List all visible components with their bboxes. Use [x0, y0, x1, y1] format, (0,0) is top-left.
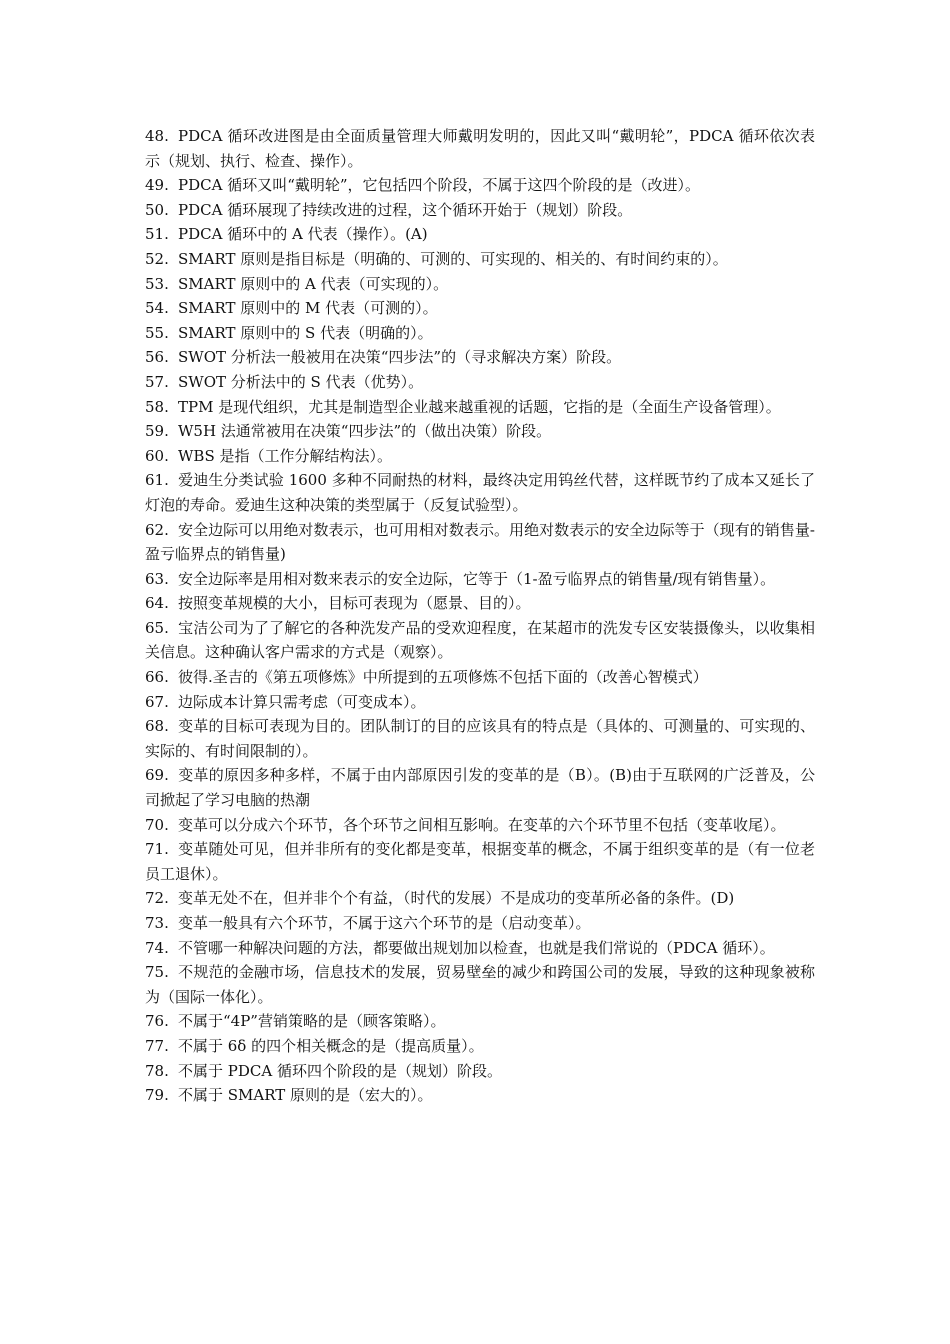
- item-number: 76.: [145, 1012, 169, 1031]
- item-number: 64.: [145, 594, 169, 613]
- item-text: PDCA 循环又叫“戴明轮”，它包括四个阶段，不属于这四个阶段的是（改进）。: [178, 176, 701, 195]
- item-number: 54.: [145, 299, 169, 318]
- item-number: 63.: [145, 569, 169, 588]
- list-item: [145, 419, 815, 444]
- list-item: [145, 936, 815, 961]
- item-text: SMART 原则中的 A 代表（可实现的）。: [178, 274, 449, 293]
- list-item: [145, 665, 815, 690]
- question-list: [145, 124, 815, 1108]
- list-item: [145, 124, 815, 173]
- list-item: [145, 837, 815, 886]
- item-text: 变革随处可见，但并非所有的变化都是变革，根据变革的概念，不属于组织变革的是（有一位老员工退休）。: [145, 840, 815, 883]
- item-text: 彼得.圣吉的《第五项修炼》中所提到的五项修炼不包括下面的（改善心智模式）: [178, 668, 708, 687]
- item-number: 57.: [145, 372, 169, 391]
- list-item: [145, 591, 815, 616]
- item-number: 56.: [145, 348, 169, 367]
- item-text: PDCA 循环中的 A 代表（操作）。(A): [178, 225, 428, 244]
- item-text: WBS 是指（工作分解结构法）。: [178, 446, 392, 465]
- list-item: [145, 321, 815, 346]
- list-item: [145, 813, 815, 838]
- item-text: 按照变革规模的大小，目标可表现为（愿景、目的）。: [178, 594, 531, 613]
- list-item: [145, 690, 815, 715]
- item-number: 52.: [145, 249, 169, 268]
- item-text: 不属于 6δ 的四个相关概念的是（提高质量）。: [178, 1036, 484, 1055]
- item-text: 不规范的金融市场，信息技术的发展，贸易壁垒的减少和跨国公司的发展，导致的这种现象被称为（国际一体化）。: [145, 963, 815, 1006]
- item-text: SMART 原则中的 M 代表（可测的）。: [178, 299, 438, 318]
- list-item: [145, 886, 815, 911]
- item-number: 72.: [145, 889, 169, 908]
- item-text: SMART 原则中的 S 代表（明确的）。: [178, 323, 433, 342]
- item-text: 不属于 SMART 原则的是（宏大的）。: [178, 1086, 433, 1105]
- item-text: 爱迪生分类试验 1600 多种不同耐热的材料，最终决定用钨丝代替，这样既节约了成本又延长了灯泡的寿命。爱迪生这种决策的类型属于（反复试验型）。: [145, 471, 815, 514]
- list-item: [145, 222, 815, 247]
- item-number: 68.: [145, 717, 169, 736]
- item-text: 安全边际可以用绝对数表示，也可用相对数表示。用绝对数表示的安全边际等于（现有的销售量-盈亏临界点的销售量): [145, 520, 815, 564]
- item-text: 安全边际率是用相对数来表示的安全边际，它等于（1-盈亏临界点的销售量/现有销售量）。: [178, 569, 776, 588]
- item-number: 55.: [145, 323, 169, 342]
- item-number: 61.: [145, 471, 169, 490]
- item-number: 59.: [145, 422, 169, 441]
- item-text: 不管哪一种解决问题的方法，都要做出规划加以检查，也就是我们常说的（PDCA 循环）。: [178, 938, 775, 957]
- list-item: [145, 1083, 815, 1108]
- list-item: [145, 272, 815, 297]
- item-number: 66.: [145, 668, 169, 687]
- item-text: 变革的目标可表现为目的。团队制订的目的应该具有的特点是（具体的、可测量的、可实现的、实际的、有时间限制的）。: [145, 717, 815, 760]
- list-item: [145, 1034, 815, 1059]
- item-number: 71.: [145, 840, 169, 859]
- item-number: 58.: [145, 397, 169, 416]
- list-item: [145, 173, 815, 198]
- item-number: 51.: [145, 225, 169, 244]
- list-item: [145, 247, 815, 272]
- item-text: 变革无处不在，但并非个个有益，（时代的发展）不是成功的变革所必备的条件。(D): [178, 889, 735, 908]
- list-item: [145, 444, 815, 469]
- list-item: [145, 518, 815, 567]
- list-item: [145, 198, 815, 223]
- list-item: [145, 714, 815, 763]
- item-text: PDCA 循环展现了持续改进的过程，这个循环开始于（规划）阶段。: [178, 200, 633, 219]
- item-text: PDCA 循环改进图是由全面质量管理大师戴明发明的，因此又叫“戴明轮”，PDCA 循环依次表示（规划、执行、检查、操作）。: [145, 127, 815, 170]
- item-text: 宝洁公司为了了解它的各种洗发产品的受欢迎程度，在某超市的洗发专区安装摄像头，以收集相关信息。这种确认客户需求的方式是（观察）。: [145, 618, 815, 662]
- item-text: TPM 是现代组织，尤其是制造型企业越来越重视的话题，它指的是（全面生产设备管理）。: [178, 397, 781, 416]
- item-text: 不属于 PDCA 循环四个阶段的是（规划）阶段。: [178, 1061, 502, 1080]
- list-item: [145, 1009, 815, 1034]
- item-number: 70.: [145, 815, 169, 834]
- item-number: 69.: [145, 766, 169, 785]
- list-item: [145, 567, 815, 592]
- item-number: 79.: [145, 1086, 169, 1105]
- list-item: [145, 468, 815, 517]
- item-number: 75.: [145, 963, 169, 982]
- item-number: 67.: [145, 692, 169, 711]
- item-number: 78.: [145, 1061, 169, 1080]
- list-item: [145, 763, 815, 812]
- item-number: 60.: [145, 446, 169, 465]
- item-number: 53.: [145, 274, 169, 293]
- item-number: 48.: [145, 127, 169, 145]
- list-item: [145, 345, 815, 370]
- item-number: 49.: [145, 176, 169, 195]
- list-item: [145, 616, 815, 665]
- item-text: 边际成本计算只需考虑（可变成本）。: [178, 692, 426, 711]
- item-number: 73.: [145, 914, 169, 932]
- item-text: SWOT 分析法中的 S 代表（优势）。: [178, 372, 424, 391]
- list-item: [145, 296, 815, 321]
- item-text: 不属于“4P”营销策略的是（顾客策略）。: [178, 1012, 446, 1031]
- list-item: [145, 395, 815, 420]
- item-text: SMART 原则是指目标是（明确的、可测的、可实现的、相关的、有时间约束的）。: [178, 249, 728, 268]
- item-text: SWOT 分析法一般被用在决策“四步法”的（寻求解决方案）阶段。: [178, 348, 622, 367]
- item-number: 62.: [145, 520, 169, 539]
- list-item: [145, 960, 815, 1009]
- item-number: 77.: [145, 1036, 169, 1055]
- item-text: 变革的原因多种多样，不属于由内部原因引发的变革的是（B）。(B)由于互联网的广泛普及，公司掀起了学习电脑的热潮: [145, 766, 815, 810]
- list-item: [145, 370, 815, 395]
- list-item: [145, 1059, 815, 1084]
- item-text: 变革可以分成六个环节，各个环节之间相互影响。在变革的六个环节里不包括（变革收尾）。: [178, 815, 786, 834]
- item-number: 50.: [145, 200, 169, 219]
- item-text: 变革一般具有六个环节，不属于这六个环节的是（启动变革）。: [178, 914, 591, 932]
- item-number: 65.: [145, 618, 169, 637]
- item-number: 74.: [145, 938, 169, 957]
- list-item: [145, 911, 815, 936]
- item-text: W5H 法通常被用在决策“四步法”的（做出决策）阶段。: [178, 422, 552, 441]
